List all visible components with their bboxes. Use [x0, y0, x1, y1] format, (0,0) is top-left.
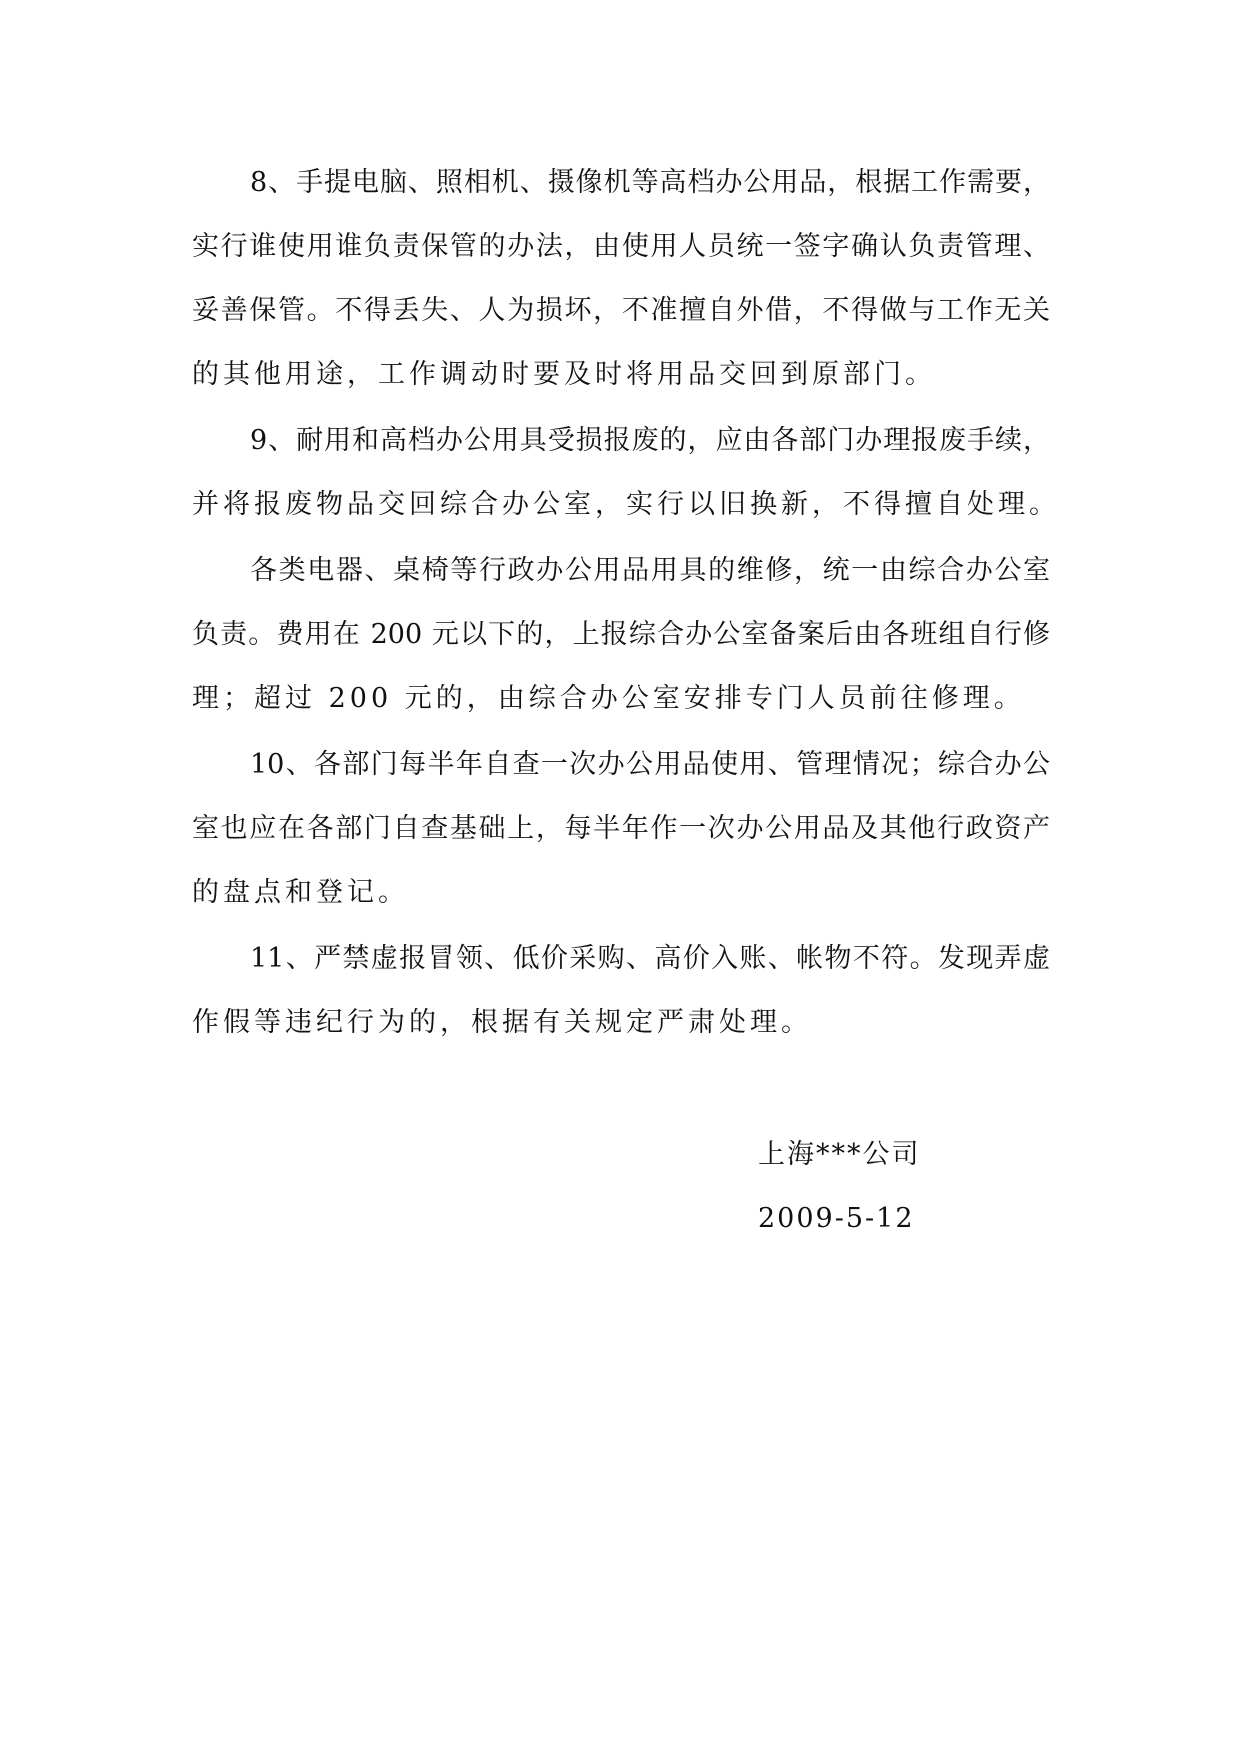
paragraph-8-line-2: 实行谁使用谁负责保管的办法，由使用人员统一签字确认负责管理、: [192, 231, 1050, 262]
paragraph-9-line-1: 9、耐用和高档办公用具受损报废的，应由各部门办理报废手续，: [250, 425, 1050, 456]
paragraph-8-line-3: 妥善保管。不得丢失、人为损坏，不准擅自外借，不得做与工作无关: [192, 295, 1050, 326]
paragraph-8-line-1: 8、手提电脑、照相机、摄像机等高档办公用品，根据工作需要，: [250, 167, 1050, 198]
paragraph-10-line-2: 室也应在各部门自查基础上，每半年作一次办公用品及其他行政资产: [192, 813, 1050, 844]
signature-date: 2009-5-12: [758, 1203, 915, 1234]
paragraph-10-line-3: 的盘点和登记。: [192, 877, 409, 908]
paragraph-repairs-line-1: 各类电器、桌椅等行政办公用品用具的维修，统一由综合办公室: [250, 555, 1050, 586]
paragraph-11-line-1: 11、严禁虚报冒领、低价采购、高价入账、帐物不符。发现弄虚: [250, 943, 1050, 974]
paragraph-11-line-2: 作假等违纪行为的，根据有关规定严肃处理。: [192, 1007, 812, 1038]
signature-company: 上海***公司: [758, 1139, 921, 1170]
paragraph-9-line-2: 并将报废物品交回综合办公室，实行以旧换新，不得擅自处理。: [192, 489, 1060, 520]
paragraph-repairs-line-2: 负责。费用在 200 元以下的，上报综合办公室备案后由各班组自行修: [192, 619, 1050, 650]
paragraph-8-line-4: 的其他用途，工作调动时要及时将用品交回到原部门。: [192, 359, 936, 390]
paragraph-repairs-line-3: 理；超过 200 元的，由综合办公室安排专门人员前往修理。: [192, 683, 1025, 714]
paragraph-10-line-1: 10、各部门每半年自查一次办公用品使用、管理情况；综合办公: [250, 749, 1050, 780]
